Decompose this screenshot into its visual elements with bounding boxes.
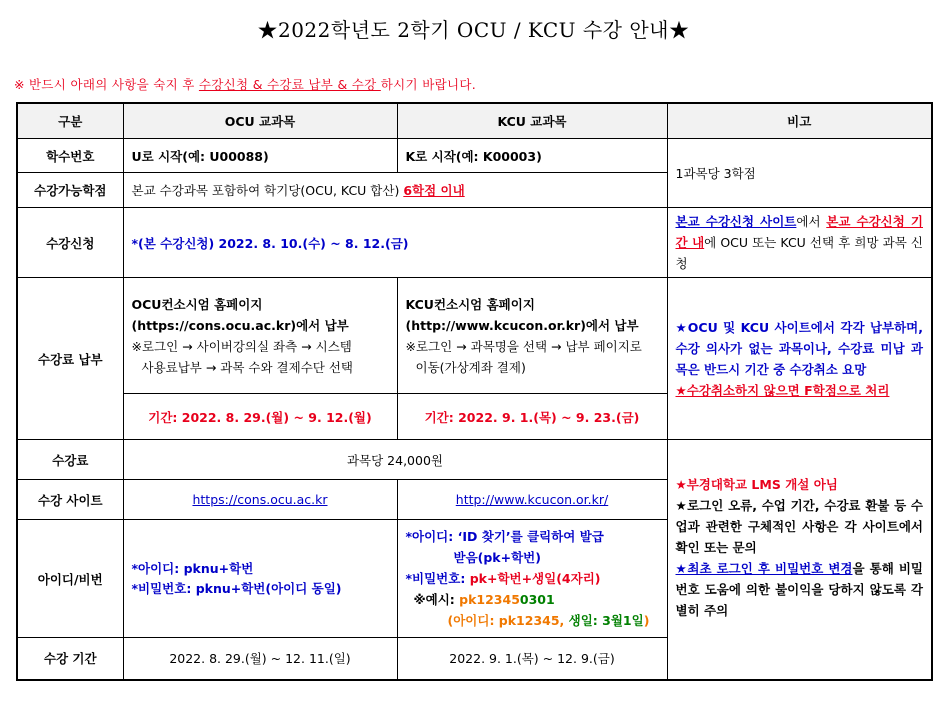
notice-suffix: 하시기 바랍니다. [380,77,476,92]
kcu-example-bday: 0301 [519,592,555,607]
kcu-account-example-2 [406,610,659,631]
label-credits: 수강가능학점 [17,173,123,208]
registration-site-link[interactable]: 본교 수강신청 사이트 [675,214,797,229]
ocu-payment-info [123,278,397,394]
kcu-payment-steps-2: 이동(가상계좌 결제) [415,359,526,375]
header-row [17,103,932,139]
kcu-account-pw-value: pk+학번+생일(4자리) [469,571,601,586]
ocu-site-cell [123,480,397,520]
kcu-student-id: K로 시작(예: K00003) [397,139,667,173]
row-registration [17,208,932,278]
bottom-note [667,440,932,680]
ocu-payment-steps-1: ※로그인 → 사이버강의실 좌측 → 시스템 [131,338,352,354]
course-info-table [16,102,933,681]
kcu-account-id-1: *아이디: ‘ID 찾기’를 클릭하여 발급 [405,529,604,544]
ocu-payment-title: OCU컨소시엄 홈페이지 [131,296,263,312]
payment-note-2: ★수강취소하지 않으면 F학점으로 처리 [675,382,890,398]
bottom-note-3 [676,558,924,621]
header-ocu: OCU 교과목 [123,103,397,139]
kcu-payment-title: KCU컨소시엄 홈페이지 [405,296,535,312]
kcu-account-example [406,589,659,610]
kcu-payment-period: 기간: 2022. 9. 1.(목) ~ 9. 23.(금) [397,394,667,440]
bottom-note-3-highlight: ★최초 로그인 후 비밀번호 변경 [675,560,853,576]
page-title: ★2022학년도 2학기 OCU / KCU 수강 안내★ [257,18,690,42]
payment-note-1: ★OCU 및 KCU 사이트에서 각각 납부하며, 수강 의사가 없는 과목이나, 수강료 미납 과목은 반드시 기간 중 수강취소 요망 [675,319,923,377]
fee-text: 과목당 24,000원 [123,440,667,480]
ocu-account-info [123,520,397,638]
kcu-account-pw [406,568,659,589]
ocu-student-id: U로 시작(예: U00088) [123,139,397,173]
kcu-example-label: ※예시: [413,592,460,607]
registration-note [667,208,932,278]
notice-underlined: 수강신청 & 수강료 납부 & 수강 [198,77,381,92]
ocu-payment-url: (https://cons.ocu.ac.kr)에서 납부 [131,317,349,333]
ocu-period: 2022. 8. 29.(월) ~ 12. 11.(일) [123,638,397,680]
kcu-site-link[interactable]: http://www.kcucon.or.kr/ [455,492,609,507]
registration-note-red: 본교 수강신청 기간 내 [675,214,923,250]
kcu-site-cell [397,480,667,520]
bottom-note-3-rest: 을 통해 비밀번호 도움에 의한 불이익을 당하지 않도록 각별히 주의 [675,560,923,618]
ocu-account-id: *아이디: pknu+학번 [131,560,254,576]
label-student-id: 학수번호 [17,139,123,173]
kcu-ex2-open: (아이디: [447,613,499,628]
registration-note-rest: 에 OCU 또는 KCU 선택 후 희망 과목 신청 [675,235,923,271]
label-registration: 수강신청 [17,208,123,278]
kcu-ex2-id: pk12345 [498,613,560,628]
payment-note [667,278,932,440]
ocu-site-link[interactable]: https://cons.ocu.ac.kr [192,492,328,507]
registration-period: *(본 수강신청) 2022. 8. 10.(수) ~ 8. 12.(금) [123,208,667,278]
kcu-account-pw-label: *비밀번호: [405,571,470,586]
ocu-payment-steps-2: 사용료납부 → 과목 수와 결제수단 선택 [141,359,353,375]
row-payment [17,278,932,394]
ocu-account-pw: *비밀번호: pknu+학번(아이디 동일) [131,580,342,596]
bottom-note-1: ★부경대학교 LMS 개설 아님 [675,476,838,492]
kcu-payment-info [397,278,667,394]
registration-note-mid: 에서 [796,214,827,229]
kcu-ex2-sep: , [559,613,569,628]
kcu-example-id: pk12345 [459,592,520,607]
note-credits: 1과목당 3학점 [667,139,932,208]
notice-text [14,75,476,93]
credits-desc: 본교 수강과목 포함하여 학기당(OCU, KCU 합산) [131,183,404,198]
header-kcu: KCU 교과목 [397,103,667,139]
credits-limit: 6학점 이내 [403,183,465,198]
label-payment: 수강료 납부 [17,278,123,440]
kcu-payment-url: (http://www.kcucon.or.kr)에서 납부 [405,317,639,333]
bottom-note-2: ★로그인 오류, 수업 기간, 수강료 환불 등 수업과 관련한 구체적인 사항은 각 사이트에서 확인 또는 문의 [675,497,923,555]
kcu-ex2-close: ) [643,613,650,628]
header-note: 비고 [667,103,932,139]
label-period: 수강 기간 [17,638,123,680]
label-fee: 수강료 [17,440,123,480]
kcu-period: 2022. 9. 1.(목) ~ 12. 9.(금) [397,638,667,680]
header-category: 구분 [17,103,123,139]
kcu-account-id-2: 받음(pk+학번) [453,550,541,565]
credits-text [123,173,667,208]
label-site: 수강 사이트 [17,480,123,520]
kcu-payment-steps-1: ※로그인 → 과목명을 선택 → 납부 페이지로 [405,338,642,354]
row-fee [17,440,932,480]
kcu-ex2-bday: 생일: 3월1일 [568,613,644,628]
row-student-id [17,139,932,173]
label-account: 아이디/비번 [17,520,123,638]
kcu-account-info [397,520,667,638]
notice-prefix: ※ 반드시 아래의 사항을 숙지 후 [14,77,199,92]
ocu-payment-period: 기간: 2022. 8. 29.(월) ~ 9. 12.(월) [123,394,397,440]
